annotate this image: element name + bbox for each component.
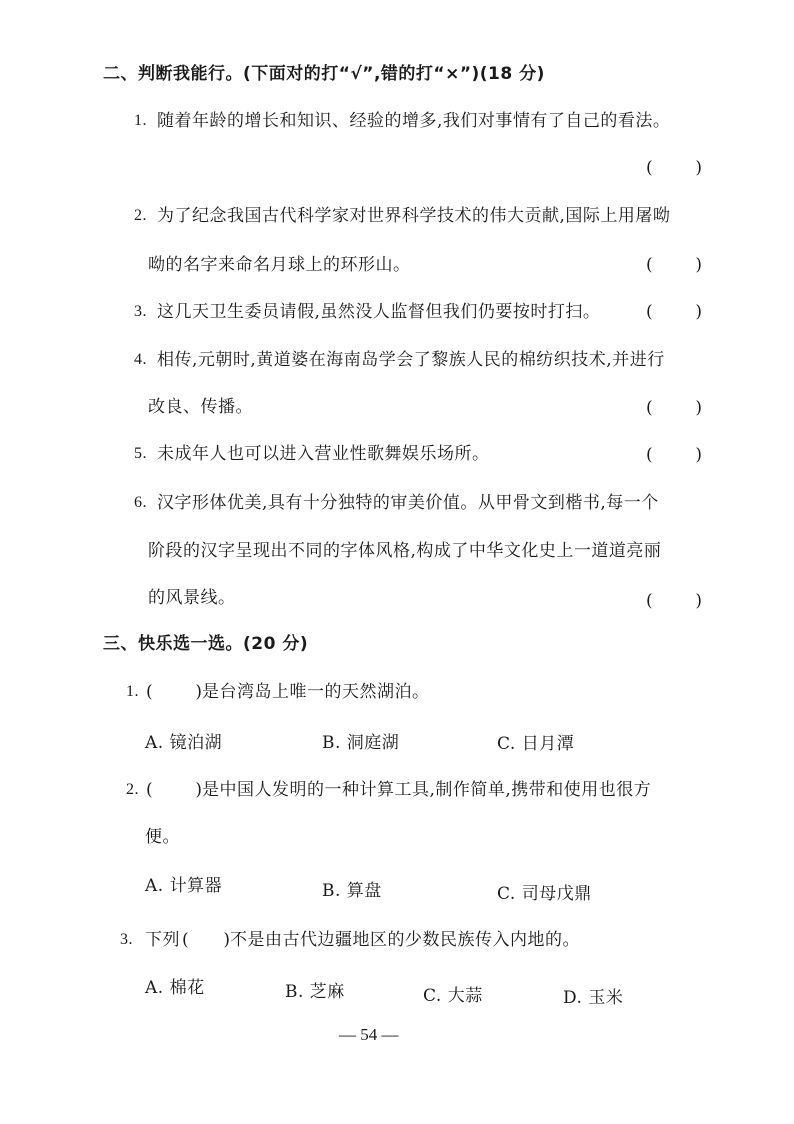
judge-item-5-number: 5. bbox=[134, 445, 147, 462]
judge-item-6-text-line-1: 汉字形体优美,具有十分独特的审美价值。从甲骨文到楷书,每一个 bbox=[157, 493, 659, 513]
choice-q2-text-line-1: 是中国人发明的一种计算工具,制作简单,携带和使用也很方 bbox=[202, 780, 652, 800]
choice-q1-number: 1. bbox=[126, 683, 139, 700]
choice-q1-option-c[interactable]: C. 日月潭 bbox=[497, 734, 575, 754]
choice-q3-option-a[interactable]: A. 棉花 bbox=[145, 978, 205, 998]
choice-q3-option-b[interactable]: B. 芝麻 bbox=[285, 982, 345, 1002]
judge-item-3-number: 3. bbox=[134, 303, 147, 320]
section-3-heading: 三、快乐选一选。(20 分) bbox=[103, 634, 309, 654]
judge-item-6-number: 6. bbox=[134, 494, 147, 511]
judge-item-4-text-line-2: 改良、传播。 bbox=[148, 397, 253, 417]
choice-q2-option-c[interactable]: C. 司母戊鼎 bbox=[497, 884, 592, 904]
page-number: — 54 — bbox=[339, 1025, 399, 1044]
choice-q2-text-line-2: 便。 bbox=[145, 827, 180, 847]
choice-q3-prefix: 下列 bbox=[145, 930, 180, 950]
judge-item-2-number: 2. bbox=[134, 207, 147, 224]
judge-item-3-text: 这几天卫生委员请假,虽然没人监督但我们仍要按时打扫。 bbox=[157, 302, 601, 322]
judge-item-6-text-line-3: 的风景线。 bbox=[148, 588, 236, 608]
exam-page: 二、判断我能行。(下面对的打“√”,错的打“×”)(18 分) 1. 随着年龄的增长和知识、经验的增多,我们对事情有了自己的看法。 ( ) 2. 为了纪念我国古代科学家对世界科学技术的伟大贡献,国际上用屠呦 呦的名字来命名月球上的环形山。 ( ) 3. 这几天卫生委员请假,虽然没人监督但我们仍要按时打扫。 ( ) 4. 相传,元朝时,黄道婆在海南岛学会了黎族人民的棉纺织技术,并进行 改良、传播。 ( ) 5. 未成年人也可以进入营业性歌舞娱乐场所。 ( ) 6. 汉字形体优美,具有十分独特的审美价值。从甲骨文到楷书,每一个 阶段的汉字呈现出不同的字体风格,构成了中华文化史上一道道亮丽 的风景线。 ( ) 三、快乐选一选。(20 分) 1. ( ) 是台湾岛上唯一的天然湖泊。 A. 镜泊湖 B. 洞庭湖 C. 日月潭 2. ( ) 是中国人发明的一种计算工具,制作简单,携带和使用也很方 便。 A. 计算器 B. 算盘 C. 司母戊鼎 3. 下列 ( ) 不是由古代边疆地区的少数民族传入内地的。 A. 棉花 B. 芝麻 C. 大蒜 D. 玉米 — 54 — bbox=[103, 64, 702, 1044]
judge-item-1-text: 随着年龄的增长和知识、经验的增多,我们对事情有了自己的看法。 bbox=[157, 111, 671, 131]
choice-q2-option-a[interactable]: A. 计算器 bbox=[145, 876, 223, 896]
choice-q1-option-b[interactable]: B. 洞庭湖 bbox=[322, 733, 400, 753]
judge-item-4-text-line-1: 相传,元朝时,黄道婆在海南岛学会了黎族人民的棉纺织技术,并进行 bbox=[157, 350, 665, 370]
judge-item-5-text: 未成年人也可以进入营业性歌舞娱乐场所。 bbox=[157, 444, 490, 464]
choice-q1-option-a[interactable]: A. 镜泊湖 bbox=[145, 733, 223, 753]
judge-item-4-number: 4. bbox=[134, 351, 147, 368]
judge-item-6-text-line-2: 阶段的汉字呈现出不同的字体风格,构成了中华文化史上一道道亮丽 bbox=[148, 541, 662, 561]
judge-item-1-number: 1. bbox=[134, 112, 147, 129]
choice-q3-number: 3. bbox=[120, 931, 133, 948]
choice-q1-text: 是台湾岛上唯一的天然湖泊。 bbox=[202, 682, 430, 702]
choice-q3-option-d[interactable]: D. 玉米 bbox=[563, 988, 624, 1008]
section-2-heading: 二、判断我能行。(下面对的打“√”,错的打“×”)(18 分) bbox=[103, 64, 545, 84]
choice-q2-option-b[interactable]: B. 算盘 bbox=[322, 881, 382, 901]
choice-q3-text: 不是由古代边疆地区的少数民族传入内地的。 bbox=[230, 930, 580, 950]
judge-item-2-text-line-1: 为了纪念我国古代科学家对世界科学技术的伟大贡献,国际上用屠呦 bbox=[157, 206, 671, 226]
choice-q2-number: 2. bbox=[126, 781, 139, 798]
judge-item-2-text-line-2: 呦的名字来命名月球上的环形山。 bbox=[148, 255, 411, 275]
choice-q3-option-c[interactable]: C. 大蒜 bbox=[423, 986, 483, 1006]
